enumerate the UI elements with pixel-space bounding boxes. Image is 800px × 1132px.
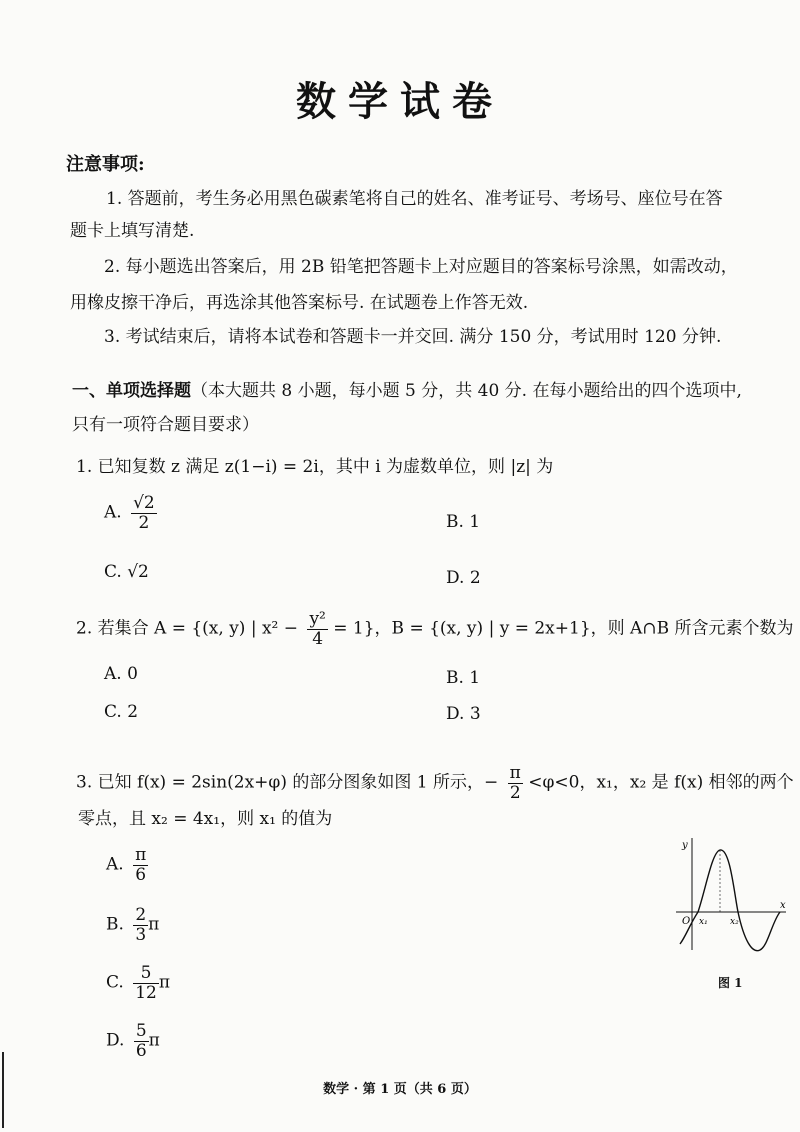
fraction	[307, 610, 327, 648]
q1-option-b: B. 1	[446, 512, 481, 532]
fraction	[134, 1022, 149, 1060]
section-desc: （本大题共 8 小题，每小题 5 分，共 40 分. 在每小题给出的四个选项中,	[191, 381, 742, 401]
fraction-denominator: 6	[135, 1040, 147, 1061]
origin-label: O	[682, 916, 691, 927]
fraction-numerator: 5	[135, 1021, 147, 1041]
page-title: 数学试卷	[296, 78, 504, 125]
x-axis-label: x	[780, 900, 786, 911]
sine-curve	[680, 850, 780, 951]
fraction-denominator: 3	[135, 924, 147, 945]
notice-line: 2. 每小题选出答案后，用 2B 铅笔把答题卡上对应题目的答案标号涂黑，如需改动，	[104, 257, 738, 277]
fraction	[508, 764, 523, 802]
q3-option-b	[106, 906, 159, 944]
notice-line: 用橡皮擦干净后，再选涂其他答案标号. 在试题卷上作答无效.	[70, 293, 529, 313]
fraction-denominator: 6	[135, 864, 147, 885]
option-label: C.	[106, 972, 124, 993]
notice-line: 1. 答题前，考生务必用黑色碳素笔将自己的姓名、准考证号、考场号、座位号在答	[106, 189, 723, 209]
fraction-denominator: 2	[138, 512, 150, 533]
q3-option-c	[106, 964, 170, 1002]
option-label: A.	[106, 854, 124, 875]
q2-option-c: C. 2	[104, 702, 139, 722]
fraction-numerator: π	[135, 845, 147, 865]
x1-label: x₁	[699, 917, 708, 927]
stem-part: <φ<0，x₁，x₂ 是 f(x) 相邻的两个	[528, 772, 794, 793]
notice-line: 3. 考试结束后，请将本试卷和答题卡一并交回. 满分 150 分，考试用时 120 分钟.	[104, 327, 722, 347]
q3-option-d	[106, 1022, 160, 1060]
fraction	[133, 906, 148, 944]
notice-heading: 注意事项:	[66, 154, 145, 175]
fraction-numerator: π	[509, 763, 521, 783]
x2-label: x₂	[730, 917, 739, 927]
option-tail: π	[148, 1030, 160, 1051]
question-1-stem: 1. 已知复数 z 满足 z(1−i) = 2i，其中 i 为虚数单位，则 |z| 为	[76, 457, 554, 477]
question-3-stem-cont: 零点，且 x₂ = 4x₁，则 x₁ 的值为	[78, 809, 333, 829]
stem-part: 2. 若集合 A = {(x, y) | x² −	[76, 618, 299, 639]
fraction	[133, 846, 148, 884]
stem-part: = 1}，B = {(x, y) | y = 2x+1}，则 A∩B 所含元素个数为	[333, 618, 794, 639]
option-label: B.	[106, 914, 124, 935]
q1-option-a	[104, 494, 157, 532]
figure-caption: 图 1	[718, 976, 743, 990]
sine-graph-figure	[672, 832, 792, 952]
y-axis-label: y	[682, 840, 688, 851]
fraction-denominator: 2	[509, 782, 521, 803]
question-3-stem	[76, 764, 794, 802]
option-label: D.	[106, 1030, 125, 1051]
stem-part: 3. 已知 f(x) = 2sin(2x+φ) 的部分图象如图 1 所示，−	[76, 772, 499, 793]
fraction-denominator: 12	[135, 982, 157, 1003]
page-footer: 数学 · 第 1 页（共 6 页）	[323, 1082, 477, 1097]
q2-option-d: D. 3	[446, 704, 481, 724]
q1-option-d: D. 2	[446, 568, 481, 588]
fraction-numerator: 2	[135, 905, 147, 925]
section-desc-cont: 只有一项符合题目要求）	[72, 415, 259, 435]
fraction	[133, 964, 159, 1002]
notice-line: 题卡上填写清楚.	[70, 221, 195, 241]
scan-edge-mark	[2, 1052, 4, 1128]
fraction-numerator: √2	[133, 493, 155, 513]
option-tail: π	[148, 914, 160, 935]
q3-option-a	[106, 846, 148, 884]
fraction-numerator: y²	[309, 609, 326, 629]
q2-option-b: B. 1	[446, 668, 481, 688]
section-title: 一、单项选择题	[72, 381, 191, 401]
option-label: A.	[104, 502, 122, 523]
question-2-stem	[76, 610, 793, 648]
fraction-numerator: 5	[133, 964, 159, 984]
q1-option-c: C. √2	[104, 562, 149, 582]
q2-option-a: A. 0	[104, 664, 138, 684]
fraction-denominator: 4	[312, 628, 324, 649]
fraction	[131, 494, 157, 532]
section-heading	[72, 376, 742, 401]
option-tail: π	[158, 972, 171, 993]
